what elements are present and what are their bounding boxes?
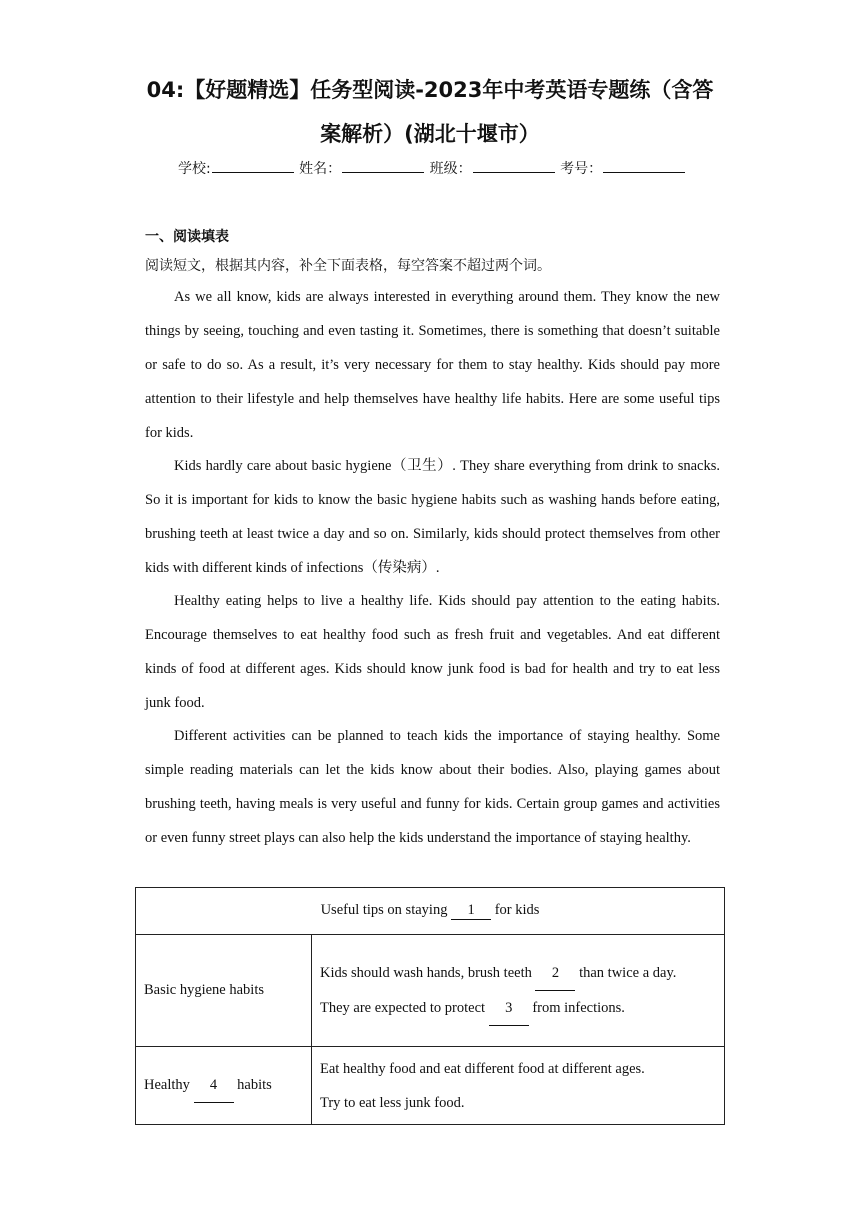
section-instruction: 阅读短文，根据其内容，补全下面表格，每空答案不超过两个词。 xyxy=(145,258,551,274)
exam-number-label: 考号： xyxy=(560,161,603,177)
school-blank[interactable] xyxy=(212,160,294,173)
table-header: Useful tips on staying 1 for kids xyxy=(136,888,725,935)
blank-1[interactable]: 1 xyxy=(451,902,491,920)
name-blank[interactable] xyxy=(342,160,424,173)
blank-3[interactable]: 3 xyxy=(489,991,529,1026)
passage-paragraph-4: Different activities can be planned to teach kids the importance of staying healthy. Some simple reading materials can let the kids know about their bodies. Also, playing games about brushing teeth, having meals is very useful and funny for kids. Certain group games and activities or even funny street plays can also help the kids understand the importance of staying healthy. xyxy=(145,728,720,846)
table-row xyxy=(136,935,725,1047)
row-label-healthy-habits: Healthy 4 habits xyxy=(136,1047,312,1125)
document-title-line1: 04:【好题精选】任务型阅读-2023年中考英语专题练（含答 xyxy=(146,78,714,102)
row-label-basic-hygiene: Basic hygiene habits xyxy=(136,935,312,1047)
name-label: 姓名： xyxy=(299,161,342,177)
answer-table xyxy=(135,887,725,1125)
exam-number-blank[interactable] xyxy=(603,160,685,173)
passage-paragraph-2: Kids hardly care about basic hygiene（卫生）. They share everything from drink to snacks. So it is important for kids to know the basic hygiene habits such as washing hands before eating, brushing teeth at least twice a day and so on. Similarly, kids should protect themselves from other kids with different kinds of infections（传染病）. xyxy=(145,458,720,576)
student-info-line xyxy=(178,158,698,178)
passage-paragraph-3: Healthy eating helps to live a healthy life. Kids should pay attention to the eating habits. Encourage themselves to eat healthy food such as fresh fruit and vegetables. And eat different kinds of food at different ages. Kids should know junk food is bad for health and try to eat less junk food. xyxy=(145,593,720,711)
blank-4[interactable]: 4 xyxy=(194,1068,234,1103)
passage-paragraph-1: As we all know, kids are always interested in everything around them. They know the new things by seeing, touching and even tasting it. Sometimes, there is something that doesn’t suitable or safe to do so. As a result, it’s very necessary for them to stay healthy. Kids should pay more attention to their lifestyle and help themselves have healthy life habits. Here are some useful tips for kids. xyxy=(145,289,720,441)
row-content-healthy-habits: Eat healthy food and eat different food at different ages. Try to eat less junk food. xyxy=(312,1047,725,1125)
table-row xyxy=(136,1047,725,1125)
row-content-basic-hygiene: Kids should wash hands, brush teeth 2 than twice a day. They are expected to protect 3 from infections. xyxy=(312,935,725,1047)
section-heading: 一、阅读填表 xyxy=(145,229,229,245)
class-blank[interactable] xyxy=(473,160,555,173)
class-label: 班级： xyxy=(429,161,472,177)
school-label: 学校: xyxy=(178,161,211,177)
blank-2[interactable]: 2 xyxy=(535,956,575,991)
document-title-line2: 案解析）(湖北十堰市） xyxy=(320,122,540,146)
